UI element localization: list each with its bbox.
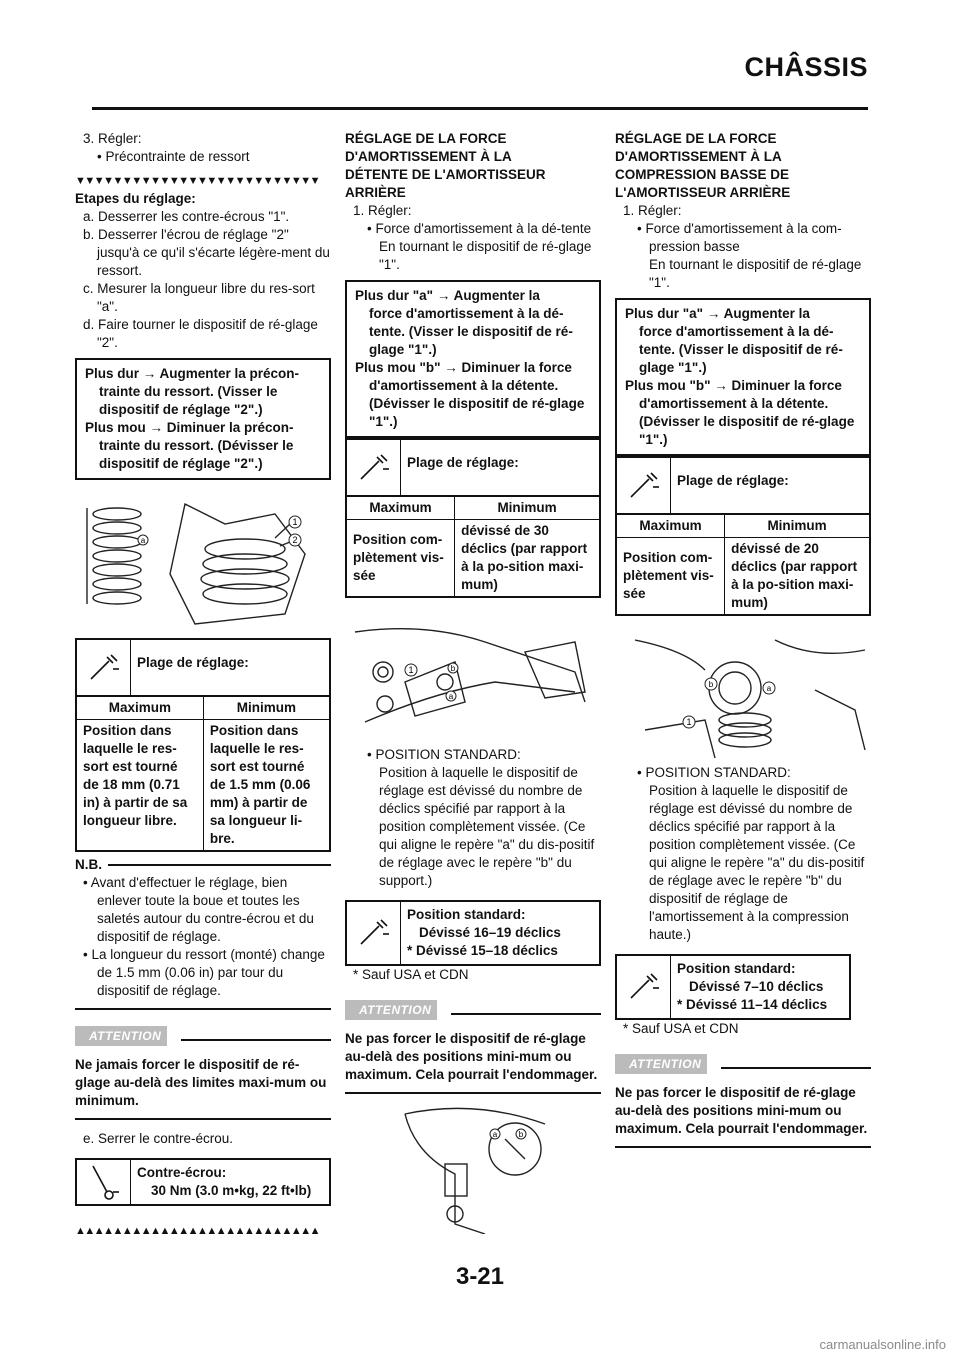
preload-adjust-box (75, 358, 331, 480)
footnote: * Sauf USA et CDN (623, 1021, 739, 1036)
page-number: 3-21 (455, 1263, 505, 1290)
spec-head-min: Minimum (725, 515, 869, 538)
compression-adjust-box (615, 298, 871, 456)
attention-text: Ne pas forcer le dispositif de ré-glage au-delà des positions mini-mum ou maximum. Cela pourrait l'endommager. (615, 1085, 868, 1136)
compression-range-spec (615, 456, 871, 616)
box-line: trainte du ressort. (Visser le dispositif de réglage "2".) (99, 384, 278, 417)
step-1: 1. Régler: (623, 203, 682, 218)
steps-end-marker: ▲▲▲▲▲▲▲▲▲▲▲▲▲▲▲▲▲▲▲▲▲▲▲▲▲▲ (75, 1225, 320, 1236)
step-b: b. Desserrer l'écrou de réglage "2" jusqu'à ce qu'il s'écarte légère-ment du ressort. (83, 227, 330, 278)
spec-head-min: Minimum (455, 497, 599, 520)
box-line: force d'amortissement à la dé-tente. (Visser le dispositif de ré-glage "1".) (639, 324, 843, 375)
step-a: a. Desserrer les contre-écrous "1". (83, 209, 290, 224)
note-end-rule (75, 1008, 331, 1010)
step-1-detail: En tournant le dispositif de ré-glage "1". (379, 239, 592, 272)
step-d: d. Faire tourner le dispositif de ré-glage "2". (83, 317, 318, 350)
adjuster-marks-icon (345, 1104, 601, 1234)
attention-text: Ne pas forcer le dispositif de ré-glage au-delà des positions mini-mum ou maximum. Cela pourrait l'endommager. (345, 1031, 598, 1082)
attention-end-rule (75, 1118, 331, 1120)
standard-label: Position standard: (407, 907, 526, 922)
note-title: N.B. (75, 857, 102, 872)
box-line: trainte du ressort. (Dévisser le dispositif de réglage "2".) (99, 438, 294, 471)
compression-standard-spec (615, 954, 851, 1020)
callout-a: a (140, 536, 146, 545)
step-c: c. Mesurer la longueur libre du res-sort "a". (83, 281, 315, 314)
spec-label: Plage de réglage: (407, 455, 519, 470)
box-line: force d'amortissement à la dé-tente. (Visser le dispositif de ré-glage "1".) (369, 306, 573, 357)
spec-label: Plage de réglage: (677, 473, 789, 488)
torque-wrench-icon (77, 1160, 131, 1204)
box-line: Plus dur "a" → Augmenter la (625, 306, 810, 321)
standard-position-bullet: • POSITION STANDARD: (637, 765, 791, 780)
attention-heading (615, 1054, 871, 1074)
wrench-icon (617, 956, 671, 1018)
spec-min-value: dévissé de 20 déclics (par rapport à la po-sition maxi-mum) (725, 538, 869, 615)
step-1-bullet: • Force d'amortissement à la dé-tente (367, 221, 592, 236)
callout-1: 1 (292, 517, 298, 527)
attention-tag: ATTENTION (615, 1054, 707, 1074)
torque-label: Contre-écrou: (137, 1165, 227, 1180)
rebound-adjust-box (345, 280, 601, 438)
compression-adjuster-illustration (615, 630, 871, 760)
spec-max-value: Position dans laquelle le res-sort est tourné de 18 mm (0.71 in) à partir de sa longueur libre. (77, 720, 203, 851)
attention-end-rule (345, 1092, 601, 1094)
attention-tag: ATTENTION (75, 1026, 167, 1046)
watermark-link[interactable]: carmanualsonline.info (819, 1337, 946, 1352)
preload-range-spec (75, 638, 331, 852)
standard-value: Dévissé 7–10 déclics (689, 979, 824, 994)
step-1-detail: En tournant le dispositif de ré-glage "1". (649, 257, 862, 290)
attention-end-rule (615, 1146, 871, 1148)
header-rule (92, 107, 868, 110)
box-line: d'amortissement à la détente. (Dévisser le dispositif de ré-glage "1".) (639, 396, 855, 447)
step-e: e. Serrer le contre-écrou. (83, 1131, 234, 1146)
rebound-adjuster-icon (345, 612, 601, 742)
spring-illustration (75, 494, 331, 632)
step-1-bullet: • Force d'amortissement à la com-pression basse (637, 221, 842, 254)
step-3-bullet: • Précontrainte de ressort (97, 149, 250, 164)
standard-position-text: Position à laquelle le dispositif de réglage est dévissé du nombre de déclics spécifié par rapport à la position complètement vissée. (Ce qui aligne le repère "a" du dis-positif de réglage avec le repère "b" du support.) (379, 765, 595, 888)
attention-heading (345, 1000, 601, 1020)
wrench-icon (617, 458, 671, 513)
callout-b: b (450, 664, 456, 673)
steps-title: Etapes du réglage: (75, 191, 196, 206)
standard-value-alt: * Dévissé 15–18 déclics (407, 943, 558, 958)
steps-start-marker: ▼▼▼▼▼▼▼▼▼▼▼▼▼▼▼▼▼▼▼▼▼▼▼▼▼▼ (75, 175, 320, 186)
compression-adjuster-icon (615, 630, 871, 760)
section-title: RÉGLAGE DE LA FORCE D'AMORTISSEMENT À LA DÉTENTE DE L'AMORTISSEUR ARRIÈRE (345, 131, 546, 200)
spec-head-max: Maximum (617, 515, 725, 538)
wrench-icon (77, 640, 131, 695)
page-title: CHÂSSIS (744, 52, 868, 82)
callout-1: 1 (686, 717, 692, 727)
attention-text: Ne jamais forcer le dispositif de ré-glage au-delà des limites maxi-mum ou minimum. (75, 1057, 327, 1108)
box-line: d'amortissement à la détente. (Dévisser le dispositif de ré-glage "1".) (369, 378, 585, 429)
callout-2: 2 (292, 535, 298, 545)
spec-head-min: Minimum (203, 697, 329, 720)
torque-spec (75, 1158, 331, 1206)
spec-head-max: Maximum (347, 497, 455, 520)
column-rebound (345, 130, 601, 1234)
standard-position-text: Position à laquelle le dispositif de réglage est dévissé du nombre de déclics spécifié par rapport à la position complètement vissée. (Ce qui aligne le repère "a" du dis-positif de réglage avec le repère "b" du dispositif de réglage de l'amortissement à la compression haute.) (649, 783, 865, 942)
rebound-adjuster-illustration (345, 612, 601, 742)
attention-tag: ATTENTION (345, 1000, 437, 1020)
spec-min-value: Position dans laquelle le res-sort est tourné de 1.5 mm (0.06 mm) à partir de sa longueur li-bre. (203, 720, 329, 851)
callout-b: b (518, 1130, 524, 1139)
callout-a: a (492, 1130, 498, 1139)
torque-value: 30 Nm (3.0 m•kg, 22 ft•lb) (151, 1183, 312, 1198)
spring-diagram-icon (75, 494, 331, 632)
note-item: • La longueur du ressort (monté) change de 1.5 mm (0.06 in) par tour du dispositif de réglage. (83, 947, 325, 998)
note-item: • Avant d'effectuer le réglage, bien enlever toute la boue et toutes les saletés autour du contre-écrou et du dispositif de réglage. (83, 875, 314, 944)
box-line: Plus mou → Diminuer la précon- (85, 420, 294, 435)
attention-heading (75, 1026, 331, 1046)
callout-a: a (448, 692, 454, 701)
column-preload (75, 130, 331, 1240)
column-compression (615, 130, 871, 1148)
spec-min-value: dévissé de 30 déclics (par rapport à la po-sition maxi-mum) (455, 520, 599, 597)
step-1: 1. Régler: (353, 203, 412, 218)
note-heading (75, 856, 331, 874)
spec-max-value: Position com-plètement vis-sée (617, 538, 725, 615)
adjuster-marks-illustration (345, 1104, 601, 1234)
callout-1: 1 (408, 665, 414, 675)
rebound-range-spec (345, 438, 601, 598)
box-line: Plus dur "a" → Augmenter la (355, 288, 540, 303)
spec-max-value: Position com-plètement vis-sée (347, 520, 455, 597)
footnote: * Sauf USA et CDN (353, 967, 469, 982)
spec-label: Plage de réglage: (137, 655, 249, 670)
spec-head-max: Maximum (77, 697, 203, 720)
box-line: Plus dur → Augmenter la précon- (85, 366, 300, 381)
callout-a: a (766, 684, 772, 693)
standard-value: Dévissé 16–19 déclics (419, 925, 561, 940)
standard-label: Position standard: (677, 961, 796, 976)
wrench-icon (347, 440, 401, 495)
rebound-standard-spec (345, 900, 601, 966)
standard-position-bullet: • POSITION STANDARD: (367, 747, 521, 762)
step-3: 3. Régler: (83, 131, 142, 146)
callout-b: b (708, 680, 714, 689)
box-line: Plus mou "b" → Diminuer la force (355, 360, 572, 375)
standard-value-alt: * Dévissé 11–14 déclics (677, 997, 828, 1012)
box-line: Plus mou "b" → Diminuer la force (625, 378, 842, 393)
section-title: RÉGLAGE DE LA FORCE D'AMORTISSEMENT À LA COMPRESSION BASSE DE L'AMORTISSEUR ARRIÈRE (615, 131, 791, 200)
wrench-icon (347, 902, 401, 964)
